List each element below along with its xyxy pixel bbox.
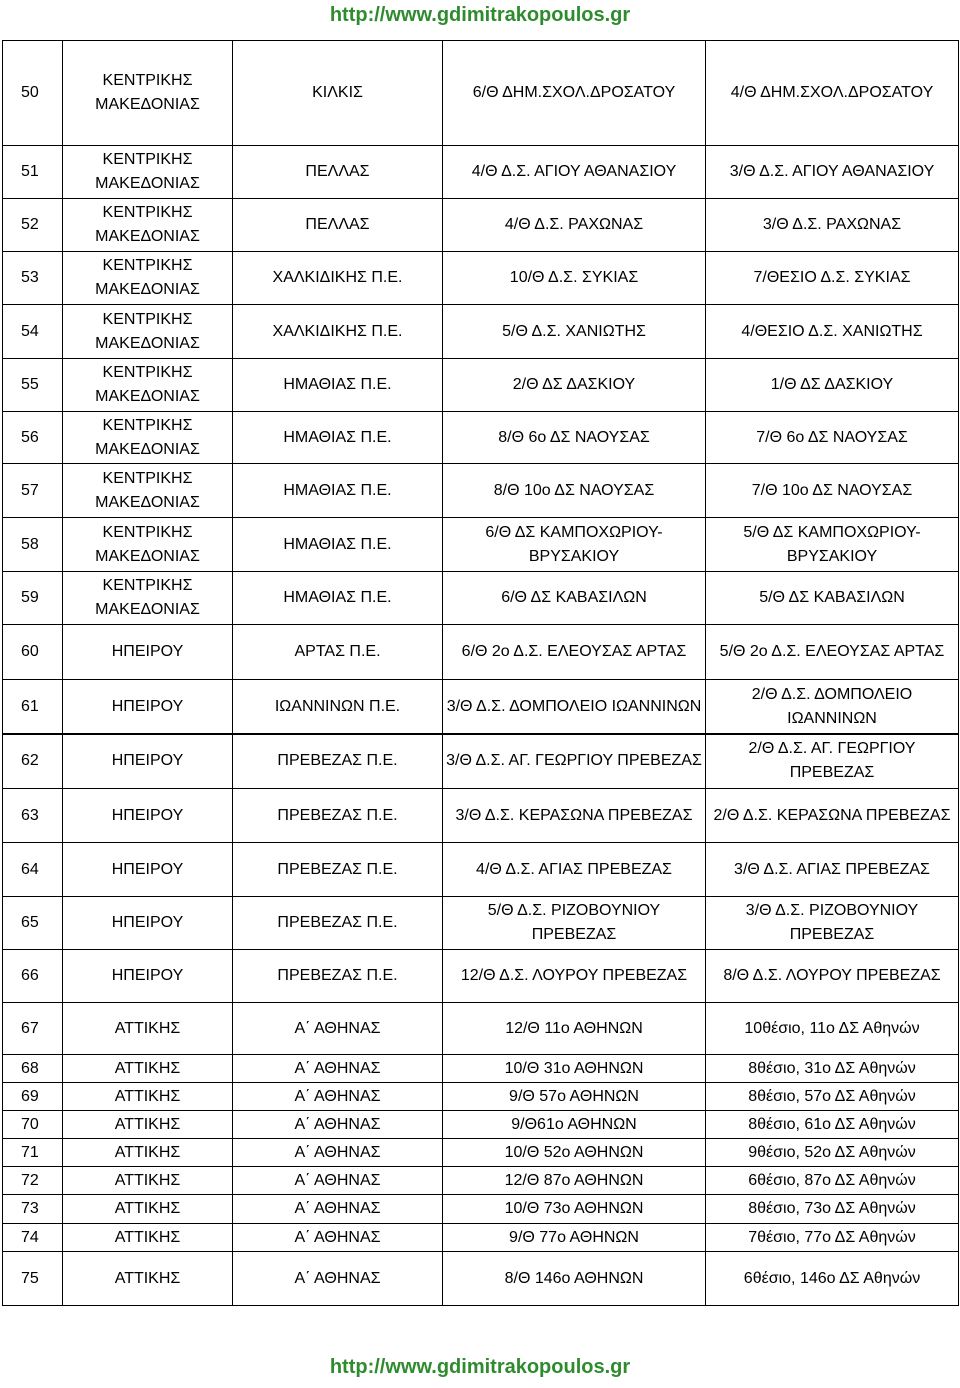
to-school-cell: 2/Θ Δ.Σ. ΔΟΜΠΟΛΕΙΟ ΙΩΑΝΝΙΝΩΝ — [706, 680, 959, 735]
row-number: 69 — [3, 1083, 63, 1111]
to-school-cell: 5/Θ 2ο Δ.Σ. ΕΛΕΟΥΣΑΣ ΑΡΤΑΣ — [706, 625, 959, 680]
table-row — [3, 1139, 959, 1167]
from-school-cell: 9/Θ 77ο ΑΘΗΝΩΝ — [443, 1224, 706, 1252]
row-number: 66 — [3, 950, 63, 1003]
region-cell: ΚΕΝΤΡΙΚΗΣ ΜΑΚΕΔΟΝΙΑΣ — [63, 572, 233, 625]
to-school-cell: 6θέσιο, 87ο ΔΣ Αθηνών — [706, 1167, 959, 1195]
row-number: 54 — [3, 305, 63, 359]
region-cell: ΚΕΝΤΡΙΚΗΣ ΜΑΚΕΔΟΝΙΑΣ — [63, 305, 233, 359]
table-row — [3, 843, 959, 897]
from-school-cell: 12/Θ 87ο ΑΘΗΝΩΝ — [443, 1167, 706, 1195]
prefecture-cell: ΠΡΕΒΕΖΑΣ Π.Ε. — [233, 950, 443, 1003]
region-cell: ΗΠΕΙΡΟΥ — [63, 625, 233, 680]
from-school-cell: 9/Θ61ο ΑΘΗΝΩΝ — [443, 1111, 706, 1139]
table-row — [3, 1083, 959, 1111]
table-row — [3, 950, 959, 1003]
to-school-cell: 7/Θ 6ο ΔΣ ΝΑΟΥΣΑΣ — [706, 412, 959, 464]
header-url: http://www.gdimitrakopoulos.gr — [329, 4, 631, 26]
table-block — [2, 896, 959, 1003]
row-number: 63 — [3, 789, 63, 843]
prefecture-cell: ΙΩΑΝΝΙΝΩΝ Π.Ε. — [233, 680, 443, 735]
region-cell: ΗΠΕΙΡΟΥ — [63, 680, 233, 735]
row-number: 67 — [3, 1003, 63, 1055]
table-row — [3, 412, 959, 464]
row-number: 58 — [3, 518, 63, 572]
to-school-cell: 3/Θ Δ.Σ. ΡΙΖΟΒΟΥΝΙΟΥ ΠΡΕΒΕΖΑΣ — [706, 897, 959, 950]
row-number: 62 — [3, 734, 63, 789]
prefecture-cell: ΗΜΑΘΙΑΣ Π.Ε. — [233, 412, 443, 464]
prefecture-cell: Α΄ ΑΘΗΝΑΣ — [233, 1167, 443, 1195]
prefecture-cell: Α΄ ΑΘΗΝΑΣ — [233, 1195, 443, 1224]
table-row — [3, 572, 959, 625]
row-number: 65 — [3, 897, 63, 950]
row-number: 72 — [3, 1167, 63, 1195]
table-row — [3, 625, 959, 680]
prefecture-cell: ΠΡΕΒΕΖΑΣ Π.Ε. — [233, 734, 443, 789]
from-school-cell: 6/Θ ΔΗΜ.ΣΧΟΛ.ΔΡΟΣΑΤΟΥ — [443, 41, 706, 146]
from-school-cell: 4/Θ Δ.Σ. ΑΓΙΟΥ ΑΘΑΝΑΣΙΟΥ — [443, 146, 706, 199]
prefecture-cell: Α΄ ΑΘΗΝΑΣ — [233, 1252, 443, 1306]
from-school-cell: 8/Θ 10ο ΔΣ ΝΑΟΥΣΑΣ — [443, 464, 706, 518]
table-row — [3, 464, 959, 518]
to-school-cell: 7/Θ 10ο ΔΣ ΝΑΟΥΣΑΣ — [706, 464, 959, 518]
table-block — [2, 1054, 959, 1252]
table-row — [3, 1111, 959, 1139]
prefecture-cell: ΗΜΑΘΙΑΣ Π.Ε. — [233, 359, 443, 412]
to-school-cell: 8θέσιο, 61ο ΔΣ Αθηνών — [706, 1111, 959, 1139]
region-cell: ΑΤΤΙΚΗΣ — [63, 1224, 233, 1252]
table-row — [3, 680, 959, 735]
to-school-cell: 4/Θ ΔΗΜ.ΣΧΟΛ.ΔΡΟΣΑΤΟΥ — [706, 41, 959, 146]
from-school-cell: 5/Θ Δ.Σ. ΧΑΝΙΩΤΗΣ — [443, 305, 706, 359]
prefecture-cell: Α΄ ΑΘΗΝΑΣ — [233, 1003, 443, 1055]
region-cell: ΑΤΤΙΚΗΣ — [63, 1111, 233, 1139]
table-row — [3, 789, 959, 843]
prefecture-cell: ΠΡΕΒΕΖΑΣ Π.Ε. — [233, 897, 443, 950]
from-school-cell: 6/Θ ΔΣ ΚΑΜΠΟΧΩΡΙΟΥ-ΒΡΥΣΑΚΙΟΥ — [443, 518, 706, 572]
prefecture-cell: Α΄ ΑΘΗΝΑΣ — [233, 1139, 443, 1167]
prefecture-cell: ΗΜΑΘΙΑΣ Π.Ε. — [233, 518, 443, 572]
prefecture-cell: Α΄ ΑΘΗΝΑΣ — [233, 1111, 443, 1139]
table-row — [3, 41, 959, 146]
region-cell: ΗΠΕΙΡΟΥ — [63, 789, 233, 843]
row-number: 57 — [3, 464, 63, 518]
table-row — [3, 1195, 959, 1224]
table-row — [3, 146, 959, 199]
row-number: 73 — [3, 1195, 63, 1224]
table-row — [3, 897, 959, 950]
table-row — [3, 1167, 959, 1195]
to-school-cell: 2/Θ Δ.Σ. ΚΕΡΑΣΩΝΑ ΠΡΕΒΕΖΑΣ — [706, 789, 959, 843]
prefecture-cell: ΚΙΛΚΙΣ — [233, 41, 443, 146]
to-school-cell: 8θέσιο, 31ο ΔΣ Αθηνών — [706, 1055, 959, 1083]
from-school-cell: 3/Θ Δ.Σ. ΑΓ. ΓΕΩΡΓΙΟΥ ΠΡΕΒΕΖΑΣ — [443, 734, 706, 789]
prefecture-cell: ΧΑΛΚΙΔΙΚΗΣ Π.Ε. — [233, 305, 443, 359]
from-school-cell: 6/Θ 2ο Δ.Σ. ΕΛΕΟΥΣΑΣ ΑΡΤΑΣ — [443, 625, 706, 680]
prefecture-cell: Α΄ ΑΘΗΝΑΣ — [233, 1224, 443, 1252]
row-number: 71 — [3, 1139, 63, 1167]
row-number: 70 — [3, 1111, 63, 1139]
from-school-cell: 6/Θ ΔΣ ΚΑΒΑΣΙΛΩΝ — [443, 572, 706, 625]
region-cell: ΗΠΕΙΡΟΥ — [63, 950, 233, 1003]
region-cell: ΑΤΤΙΚΗΣ — [63, 1003, 233, 1055]
from-school-cell: 10/Θ 31ο ΑΘΗΝΩΝ — [443, 1055, 706, 1083]
table-row — [3, 1252, 959, 1306]
prefecture-cell: ΑΡΤΑΣ Π.Ε. — [233, 625, 443, 680]
table-block — [2, 733, 959, 843]
from-school-cell: 8/Θ 6ο ΔΣ ΝΑΟΥΣΑΣ — [443, 412, 706, 464]
from-school-cell: 3/Θ Δ.Σ. ΔΟΜΠΟΛΕΙΟ ΙΩΑΝΝΙΝΩΝ — [443, 680, 706, 735]
prefecture-cell: ΠΕΛΛΑΣ — [233, 199, 443, 252]
to-school-cell: 2/Θ Δ.Σ. ΑΓ. ΓΕΩΡΓΙΟΥ ΠΡΕΒΕΖΑΣ — [706, 734, 959, 789]
footer-url: http://www.gdimitrakopoulos.gr — [329, 1356, 631, 1378]
region-cell: ΑΤΤΙΚΗΣ — [63, 1083, 233, 1111]
row-number: 52 — [3, 199, 63, 252]
table-row — [3, 199, 959, 252]
prefecture-cell: ΗΜΑΘΙΑΣ Π.Ε. — [233, 572, 443, 625]
to-school-cell: 3/Θ Δ.Σ. ΑΓΙΟΥ ΑΘΑΝΑΣΙΟΥ — [706, 146, 959, 199]
from-school-cell: 3/Θ Δ.Σ. ΚΕΡΑΣΩΝΑ ΠΡΕΒΕΖΑΣ — [443, 789, 706, 843]
to-school-cell: 5/Θ ΔΣ ΚΑΒΑΣΙΛΩΝ — [706, 572, 959, 625]
table-block — [2, 1002, 959, 1055]
region-cell: ΚΕΝΤΡΙΚΗΣ ΜΑΚΕΔΟΝΙΑΣ — [63, 146, 233, 199]
to-school-cell: 4/ΘΕΣΙΟ Δ.Σ. ΧΑΝΙΩΤΗΣ — [706, 305, 959, 359]
table-row — [3, 1224, 959, 1252]
table-block — [2, 842, 959, 897]
region-cell: ΚΕΝΤΡΙΚΗΣ ΜΑΚΕΔΟΝΙΑΣ — [63, 518, 233, 572]
row-number: 51 — [3, 146, 63, 199]
row-number: 61 — [3, 680, 63, 735]
from-school-cell: 2/Θ ΔΣ ΔΑΣΚΙΟΥ — [443, 359, 706, 412]
table-block — [2, 145, 959, 735]
region-cell: ΗΠΕΙΡΟΥ — [63, 734, 233, 789]
table-block — [2, 40, 959, 146]
from-school-cell: 4/Θ Δ.Σ. ΡΑΧΩΝΑΣ — [443, 199, 706, 252]
to-school-cell: 5/Θ ΔΣ ΚΑΜΠΟΧΩΡΙΟΥ-ΒΡΥΣΑΚΙΟΥ — [706, 518, 959, 572]
prefecture-cell: Α΄ ΑΘΗΝΑΣ — [233, 1055, 443, 1083]
to-school-cell: 8θέσιο, 73ο ΔΣ Αθηνών — [706, 1195, 959, 1224]
region-cell: ΚΕΝΤΡΙΚΗΣ ΜΑΚΕΔΟΝΙΑΣ — [63, 412, 233, 464]
from-school-cell: 10/Θ 52ο ΑΘΗΝΩΝ — [443, 1139, 706, 1167]
table-row — [3, 1055, 959, 1083]
region-cell: ΚΕΝΤΡΙΚΗΣ ΜΑΚΕΔΟΝΙΑΣ — [63, 464, 233, 518]
from-school-cell: 10/Θ 73ο ΑΘΗΝΩΝ — [443, 1195, 706, 1224]
to-school-cell: 1/Θ ΔΣ ΔΑΣΚΙΟΥ — [706, 359, 959, 412]
from-school-cell: 12/Θ 11ο ΑΘΗΝΩΝ — [443, 1003, 706, 1055]
to-school-cell: 10θέσιο, 11ο ΔΣ Αθηνών — [706, 1003, 959, 1055]
table-row — [3, 1003, 959, 1055]
row-number: 53 — [3, 252, 63, 305]
region-cell: ΚΕΝΤΡΙΚΗΣ ΜΑΚΕΔΟΝΙΑΣ — [63, 359, 233, 412]
row-number: 59 — [3, 572, 63, 625]
table-row — [3, 518, 959, 572]
table-row — [3, 359, 959, 412]
prefecture-cell: ΧΑΛΚΙΔΙΚΗΣ Π.Ε. — [233, 252, 443, 305]
from-school-cell: 9/Θ 57ο ΑΘΗΝΩΝ — [443, 1083, 706, 1111]
to-school-cell: 7θέσιο, 77ο ΔΣ Αθηνών — [706, 1224, 959, 1252]
prefecture-cell: ΠΡΕΒΕΖΑΣ Π.Ε. — [233, 843, 443, 897]
row-number: 74 — [3, 1224, 63, 1252]
table-row — [3, 734, 959, 789]
region-cell: ΑΤΤΙΚΗΣ — [63, 1252, 233, 1306]
to-school-cell: 3/Θ Δ.Σ. ΡΑΧΩΝΑΣ — [706, 199, 959, 252]
row-number: 55 — [3, 359, 63, 412]
region-cell: ΚΕΝΤΡΙΚΗΣ ΜΑΚΕΔΟΝΙΑΣ — [63, 199, 233, 252]
region-cell: ΑΤΤΙΚΗΣ — [63, 1167, 233, 1195]
to-school-cell: 8θέσιο, 57ο ΔΣ Αθηνών — [706, 1083, 959, 1111]
row-number: 64 — [3, 843, 63, 897]
table-row — [3, 305, 959, 359]
region-cell: ΑΤΤΙΚΗΣ — [63, 1055, 233, 1083]
row-number: 75 — [3, 1252, 63, 1306]
to-school-cell: 6θέσιο, 146ο ΔΣ Αθηνών — [706, 1252, 959, 1306]
to-school-cell: 9θέσιο, 52ο ΔΣ Αθηνών — [706, 1139, 959, 1167]
to-school-cell: 8/Θ Δ.Σ. ΛΟΥΡΟΥ ΠΡΕΒΕΖΑΣ — [706, 950, 959, 1003]
region-cell: ΚΕΝΤΡΙΚΗΣ ΜΑΚΕΔΟΝΙΑΣ — [63, 252, 233, 305]
from-school-cell: 8/Θ 146ο ΑΘΗΝΩΝ — [443, 1252, 706, 1306]
to-school-cell: 3/Θ Δ.Σ. ΑΓΙΑΣ ΠΡΕΒΕΖΑΣ — [706, 843, 959, 897]
table-block — [2, 1251, 959, 1306]
region-cell: ΑΤΤΙΚΗΣ — [63, 1195, 233, 1224]
to-school-cell: 7/ΘΕΣΙΟ Δ.Σ. ΣΥΚΙΑΣ — [706, 252, 959, 305]
from-school-cell: 10/Θ Δ.Σ. ΣΥΚΙΑΣ — [443, 252, 706, 305]
region-cell: ΚΕΝΤΡΙΚΗΣ ΜΑΚΕΔΟΝΙΑΣ — [63, 41, 233, 146]
table-row — [3, 252, 959, 305]
row-number: 60 — [3, 625, 63, 680]
row-number: 50 — [3, 41, 63, 146]
prefecture-cell: ΗΜΑΘΙΑΣ Π.Ε. — [233, 464, 443, 518]
region-cell: ΗΠΕΙΡΟΥ — [63, 897, 233, 950]
from-school-cell: 4/Θ Δ.Σ. ΑΓΙΑΣ ΠΡΕΒΕΖΑΣ — [443, 843, 706, 897]
region-cell: ΑΤΤΙΚΗΣ — [63, 1139, 233, 1167]
region-cell: ΗΠΕΙΡΟΥ — [63, 843, 233, 897]
from-school-cell: 12/Θ Δ.Σ. ΛΟΥΡΟΥ ΠΡΕΒΕΖΑΣ — [443, 950, 706, 1003]
from-school-cell: 5/Θ Δ.Σ. ΡΙΖΟΒΟΥΝΙΟΥ ΠΡΕΒΕΖΑΣ — [443, 897, 706, 950]
prefecture-cell: ΠΡΕΒΕΖΑΣ Π.Ε. — [233, 789, 443, 843]
row-number: 68 — [3, 1055, 63, 1083]
row-number: 56 — [3, 412, 63, 464]
prefecture-cell: ΠΕΛΛΑΣ — [233, 146, 443, 199]
prefecture-cell: Α΄ ΑΘΗΝΑΣ — [233, 1083, 443, 1111]
